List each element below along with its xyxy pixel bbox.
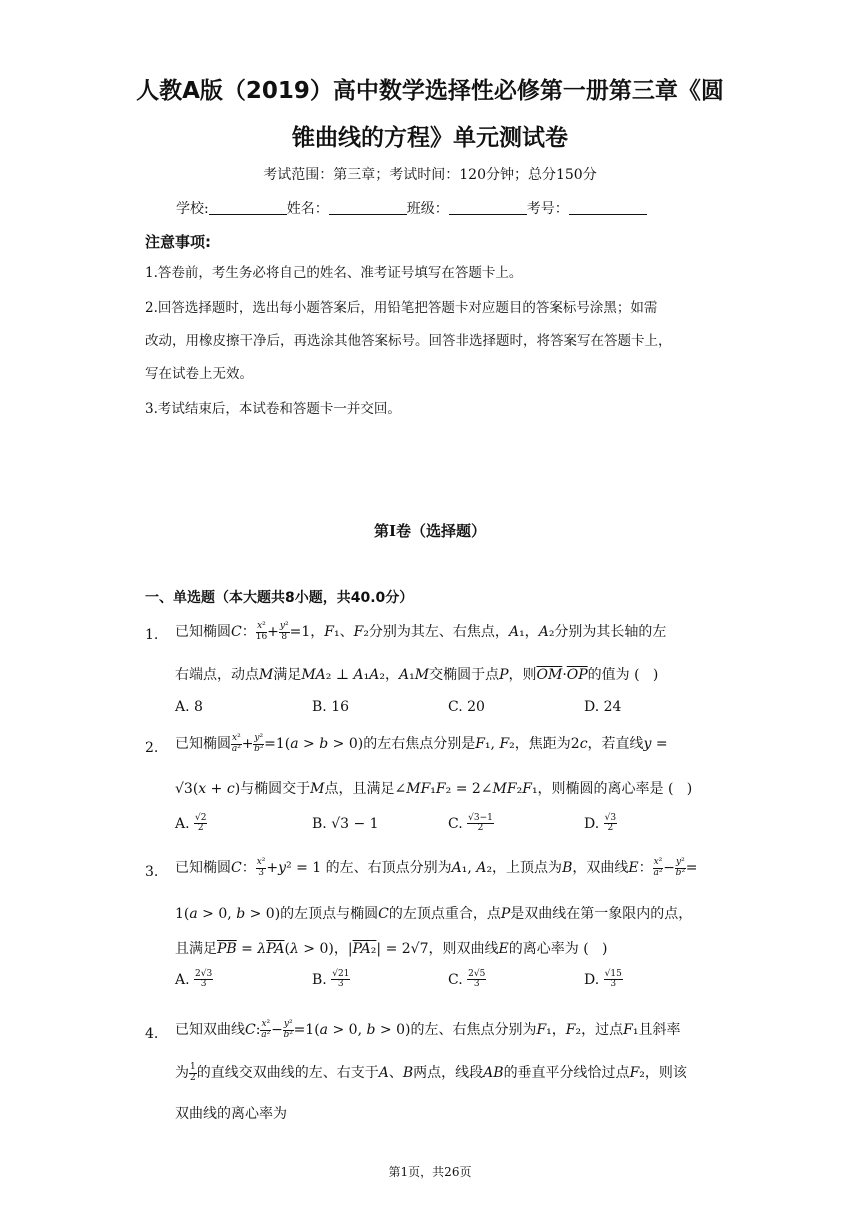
notice-1: 1.答卷前，考生务必将自己的姓名、准考证号填写在答题卡上。 <box>145 265 523 281</box>
q3-option-a[interactable]: A. $\frac{2√3}{3}$ <box>175 969 213 990</box>
notice-2-cont2: 写在试卷上无效。 <box>145 366 253 382</box>
section-title: 一、单选题（本大题共8小题，共40.0分） <box>145 590 414 606</box>
notice-3: 3.考试结束后，本试卷和答题卡一并交回。 <box>145 401 401 417</box>
notice-2: 2.回答选择题时，选出每小题答案后，用铅笔把答题卡对应题目的答案标号涂黑；如需 <box>145 300 658 316</box>
part-title: 第I卷（选择题） <box>373 522 487 540</box>
q1-option-b[interactable]: B. 16 <box>312 699 350 715</box>
field-number-label: 考号： <box>526 201 569 217</box>
q1-number: 1. <box>145 627 159 643</box>
q1-line2: 右端点，动点M满足MA₂ ⊥ A₁A₂，A₁M交椭圆于点P，则$\overline{OM}\cdot\overline{OP}$的值为 ( ) <box>175 667 659 683</box>
q2-option-a[interactable]: A. $\frac{√2}{2}$ <box>175 813 207 834</box>
exam-meta: 考试范围：第三章；考试时间：120分钟；总分150分 <box>263 167 597 183</box>
q2-line1: 已知椭圆 $\frac{\text{x²}}{\text{a²}}$ + $\frac{\text{y²}}{\text{b²}}$ =1(a > b > 0)的左右焦点分别是F₁, F₂，焦距为2c，若直线y = <box>175 733 668 754</box>
page-title-line1: 人教A版（2019）高中数学选择性必修第一册第三章《圆 <box>136 78 724 104</box>
q1-option-a[interactable]: A. 8 <box>175 699 203 715</box>
field-school-blank[interactable] <box>209 200 287 215</box>
q4-line3: 双曲线的离心率为 <box>175 1106 287 1122</box>
q1-line1: 已知椭圆C： $\frac{\text{x²}}{16}$ + $\frac{\text{y²}}{8}$ =1，F₁、F₂分别为其左、右焦点，A₁，A₂分别为其长轴的左 <box>175 621 667 642</box>
field-class-blank[interactable] <box>449 200 527 215</box>
q3-option-c[interactable]: C. $\frac{2√5}{3}$ <box>448 969 486 990</box>
field-name-blank[interactable] <box>329 200 407 215</box>
q3-number: 3. <box>145 864 159 880</box>
notice-2-cont: 改动，用橡皮擦干净后，再选涂其他答案标号。回答非选择题时，将答案写在答题卡上， <box>145 333 672 349</box>
field-class-label: 班级： <box>406 201 449 217</box>
q2-option-c[interactable]: C. $\frac{√3-1}{2}$ <box>448 813 493 834</box>
q4-line2: 为 $\frac{1}{2}$ 的直线交双曲线的左、右支于A、B两点，线段AB的垂直平分线恰过点F₂，则该 <box>175 1062 687 1083</box>
q2-option-b[interactable]: B. √3 − 1 <box>312 816 379 832</box>
page-title-line2: 锥曲线的方程》单元测试卷 <box>292 125 568 151</box>
q3-line3: 且满足$\overline{PB} = \lambda\overline{PA}(\lambda > 0)$，|PA₂| = 2√7，则双曲线E的离心率为 ( ) <box>175 941 608 957</box>
field-number-blank[interactable] <box>569 200 647 215</box>
q2-number: 2. <box>145 740 159 756</box>
q2-option-d[interactable]: D. $\frac{√3}{2}$ <box>584 813 617 834</box>
q4-number: 4. <box>145 1026 159 1042</box>
field-name-label: 姓名： <box>286 201 329 217</box>
notice-title: 注意事项: <box>145 233 211 251</box>
field-school-label: 学校: <box>176 201 209 217</box>
student-info-fields <box>176 198 647 218</box>
q1-option-c[interactable]: C. 20 <box>448 699 485 715</box>
q3-line2: 1(a > 0, b > 0)的左顶点与椭圆C的左顶点重合，点P是双曲线在第一象限内的点， <box>175 906 693 922</box>
page-footer: 第1页，共26页 <box>388 1165 472 1179</box>
q3-option-d[interactable]: D. $\frac{√15}{3}$ <box>584 969 622 990</box>
q3-line1: 已知椭圆C： $\frac{\text{x²}}{3}$ +y² = 1 的左、右顶点分别为A₁, A₂，上顶点为B，双曲线E： $\frac{\text{x²}}{\text{a²}}$ − $\frac{\text{y²}}{\text{b²}}$ = <box>175 857 698 878</box>
q2-line2: √3(x + c)与椭圆交于M点，且满足∠MF₁F₂ = 2∠MF₂F₁，则椭圆的离心率是 ( ) <box>175 781 693 797</box>
q4-line1: 已知双曲线C: $\frac{\text{x²}}{\text{a²}}$ − $\frac{\text{y²}}{\text{b²}}$ =1(a > 0, b > 0)的左、右焦点分别为F₁，F₂，过点F₁且斜率 <box>175 1019 681 1040</box>
q3-option-b[interactable]: B. $\frac{√21}{3}$ <box>312 969 350 990</box>
q1-option-d[interactable]: D. 24 <box>584 699 622 715</box>
